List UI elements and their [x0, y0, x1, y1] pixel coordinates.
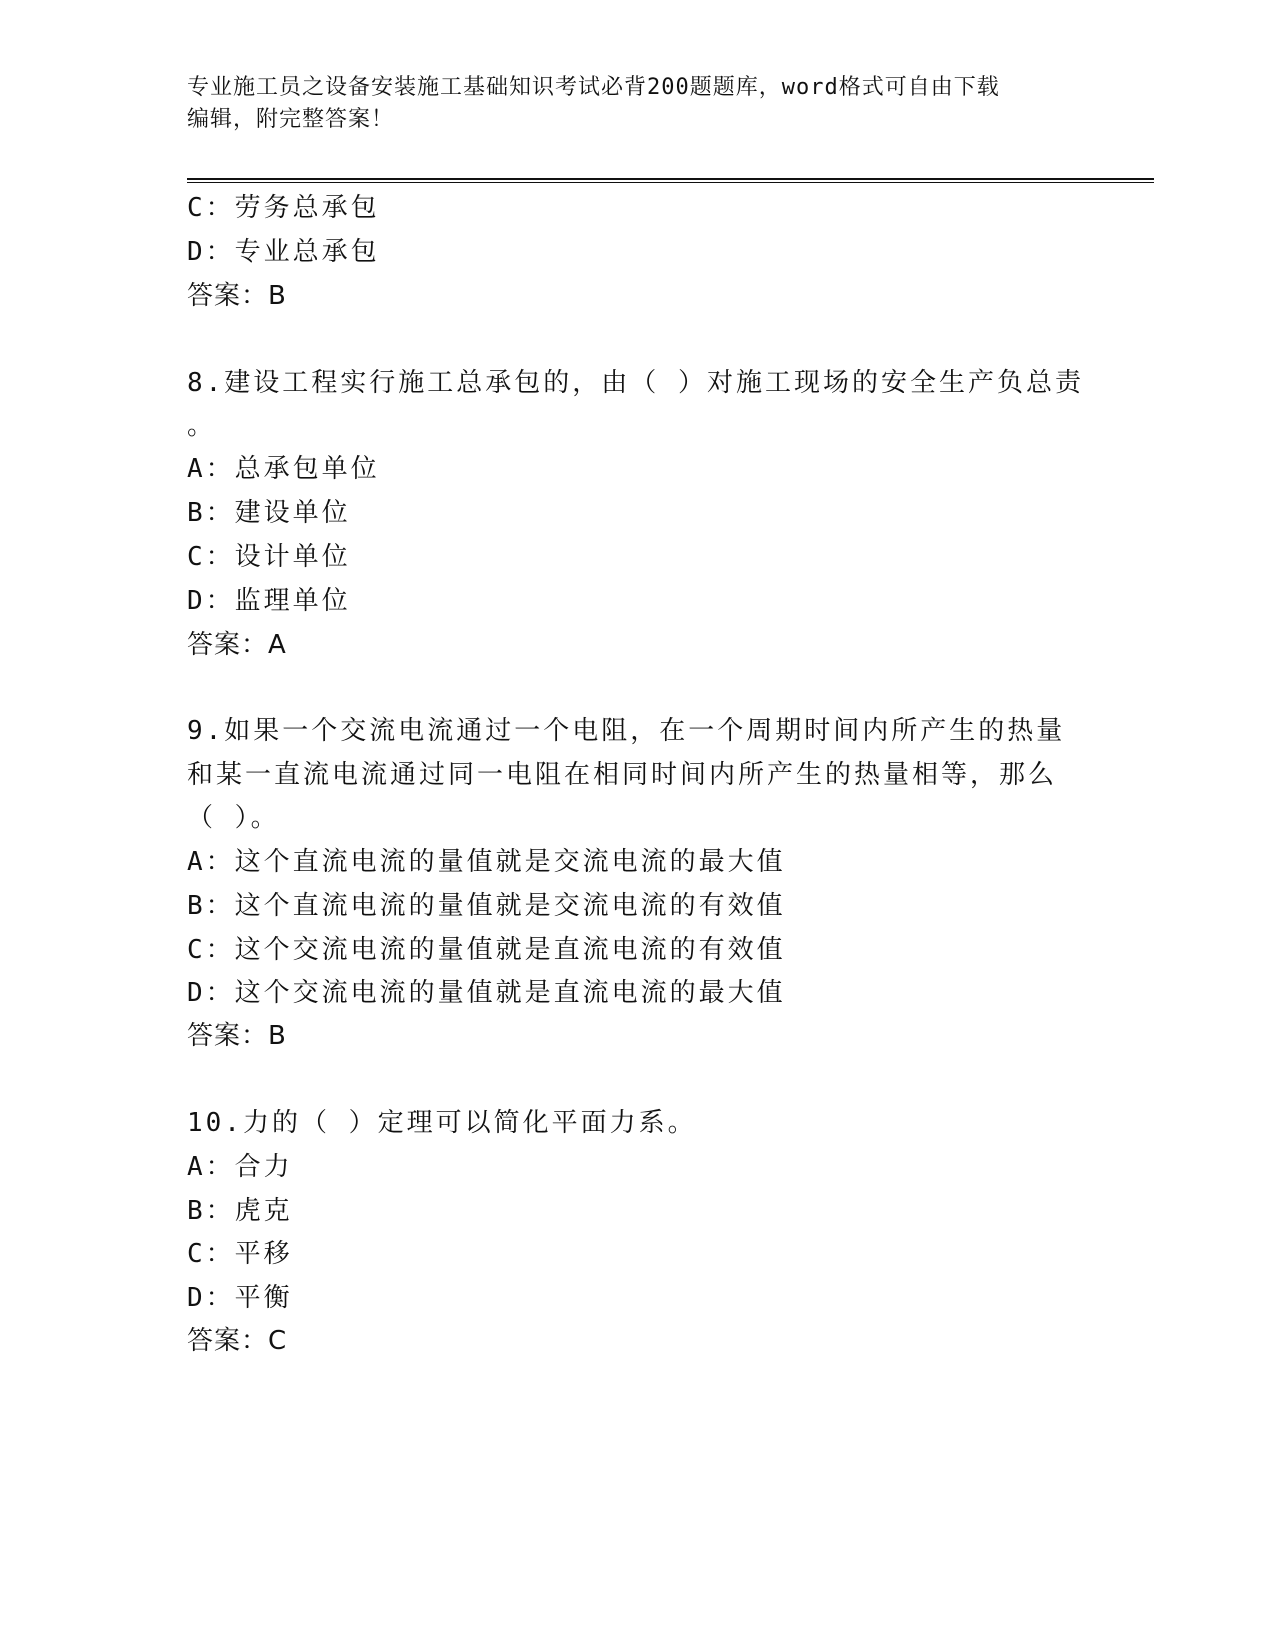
q10-option-c: C：平移 [187, 1239, 293, 1269]
q9-stem-line-3: （ ）。 [187, 803, 280, 833]
q8-option-a: A：总承包单位 [187, 454, 380, 484]
q9-option-c: C：这个交流电流的量值就是直流电流的有效值 [187, 935, 786, 965]
q10-option-b: B：虎克 [187, 1196, 293, 1226]
header-line-1: 专业施工员之设备安装施工基础知识考试必背200题题库，word格式可自由下载 [187, 75, 1000, 100]
header-line-2: 编辑，附完整答案！ [187, 107, 395, 132]
q9-option-a: A：这个直流电流的量值就是交流电流的最大值 [187, 847, 786, 877]
q10-answer: 答案：C [187, 1326, 288, 1356]
q9-stem-line-1: 9.如果一个交流电流通过一个电阻，在一个周期时间内所产生的热量 [187, 716, 1066, 746]
q10-option-d: D：平衡 [187, 1283, 293, 1313]
q9-option-b: B：这个直流电流的量值就是交流电流的有效值 [187, 891, 786, 921]
header-divider-thick [187, 178, 1154, 180]
prev-option-c: C：劳务总承包 [187, 193, 380, 223]
q8-option-b: B：建设单位 [187, 498, 351, 528]
q8-answer: 答案：A [187, 630, 287, 660]
q10-stem-line-1: 10.力的（ ）定理可以简化平面力系。 [187, 1108, 697, 1138]
q8-option-d: D：监理单位 [187, 586, 351, 616]
document-header [187, 72, 1067, 136]
q9-answer: 答案：B [187, 1021, 287, 1051]
q8-option-c: C：设计单位 [187, 542, 351, 572]
q9-stem-line-2: 和某一直流电流通过同一电阻在相同时间内所产生的热量相等，那么 [187, 760, 1058, 790]
q8-stem-line-1: 8.建设工程实行施工总承包的，由（ ）对施工现场的安全生产负总责 [187, 368, 1084, 398]
q8-stem-line-2: 。 [187, 411, 217, 441]
q10-option-a: A：合力 [187, 1152, 293, 1182]
header-divider-thin [187, 182, 1154, 183]
prev-answer: 答案：B [187, 281, 287, 311]
q9-option-d: D：这个交流电流的量值就是直流电流的最大值 [187, 978, 786, 1008]
prev-option-d: D：专业总承包 [187, 237, 380, 267]
